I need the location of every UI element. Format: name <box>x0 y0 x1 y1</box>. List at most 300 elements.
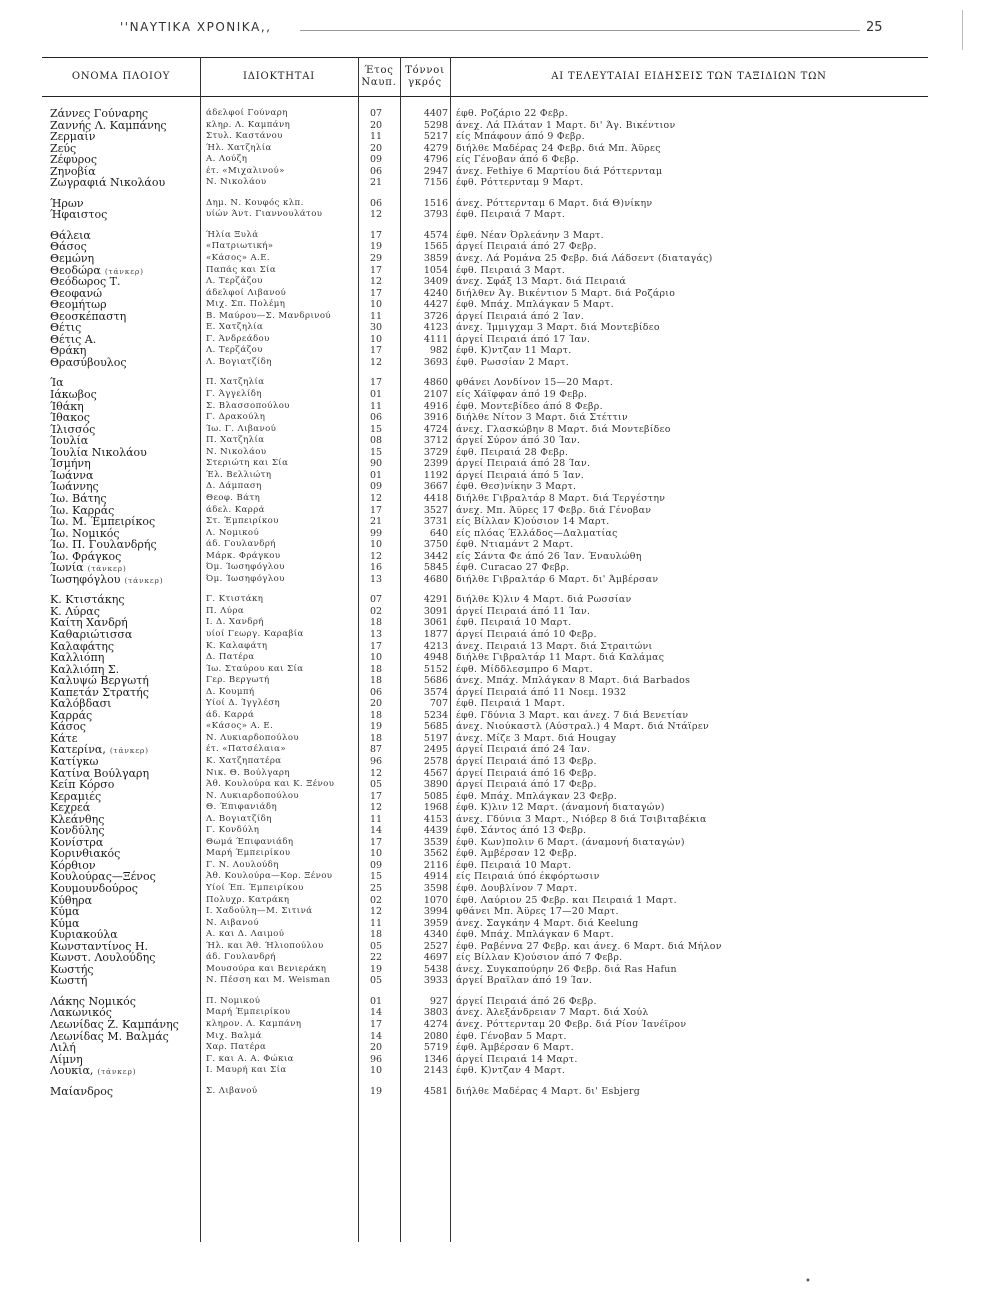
gross-tonnage: 4796 <box>423 154 448 166</box>
voyage-news: είς Σάντα Φε άπό 26 Ίαν. Έναυλώθη <box>456 550 642 562</box>
voyage-news: άνεχ. Fethiye 6 Μαρτίου διά Ρόττερνταμ <box>456 165 663 177</box>
gross-tonnage: 4123 <box>423 322 448 334</box>
gross-tonnage: 4581 <box>423 1085 448 1097</box>
year-built: 17 <box>369 836 383 848</box>
gross-tonnage: 927 <box>429 995 448 1007</box>
ship-name: Ίθακος <box>50 411 90 425</box>
ship-name: Ίωάννης <box>50 480 99 494</box>
ship-name: Κύμα <box>50 905 80 919</box>
year-built: 06 <box>369 686 383 698</box>
gross-tonnage: 2527 <box>423 940 448 952</box>
ship-type-tag: (τάνκερ) <box>87 564 127 574</box>
table-row <box>0 288 1000 300</box>
table-row <box>0 952 1000 964</box>
voyage-news: άργεί Πειραιά άπό 13 Φεβρ. <box>456 755 597 767</box>
ship-owner: Ίω. Γ. Λιβανού <box>206 423 277 434</box>
ship-name: Ία <box>50 376 64 390</box>
ship-name: Ζάννες Γούναρης <box>50 107 149 120</box>
group-gap <box>0 1077 1000 1086</box>
year-built: 10 <box>369 848 383 860</box>
gross-tonnage: 4418 <box>423 492 448 504</box>
voyage-news: άργεί Πειραιά άπό 2 Ίαν. <box>456 310 585 322</box>
voyage-news: έφθ. Λαύριον 25 Φεβρ. και Πειραιά 1 Μαρτ. <box>456 894 677 906</box>
year-built: 25 <box>369 883 383 894</box>
voyage-news: έφθ. Μίδδλεσμπρο 6 Μαρτ. <box>456 663 593 675</box>
year-built: 20 <box>369 142 383 154</box>
table-row <box>0 606 1000 618</box>
ship-name: Κ. Λύρας <box>50 604 100 618</box>
year-built: 19 <box>369 721 383 733</box>
gross-tonnage: 2080 <box>423 1030 448 1042</box>
voyage-news: άνεχ. Πειραιά 13 Μαρτ. διά Στραιτώνι <box>456 640 653 652</box>
ship-owner: Π. Χατζηλία <box>206 435 265 446</box>
gross-tonnage: 1565 <box>423 241 448 253</box>
gross-tonnage: 4914 <box>423 871 448 883</box>
ship-owner: άδελ. Καρρά <box>206 504 265 515</box>
gross-tonnage: 4291 <box>423 594 448 606</box>
ship-owner: Ι. Δ. Χανδρή <box>206 617 264 628</box>
year-built: 02 <box>369 894 383 906</box>
table-row <box>0 574 1000 586</box>
ship-name <box>50 574 163 587</box>
gross-tonnage: 1877 <box>423 628 448 640</box>
ship-owner: άδελφοί Λιβανού <box>206 287 287 298</box>
table-row <box>0 120 1000 132</box>
voyage-news: άργεί Σύρον άπό 30 Ίαν. <box>456 435 581 447</box>
ship-name: Λεωνίδας Ζ. Καμπάνης <box>50 1018 179 1032</box>
ship-name: Κατίγκω <box>50 754 99 768</box>
ship-type-tag: (τάνκερ) <box>97 1067 137 1077</box>
ship-name-text: Λουκία, <box>50 1064 94 1078</box>
gross-tonnage: 5217 <box>423 131 448 143</box>
ship-type-tag: (τάνκερ) <box>109 746 149 756</box>
voyage-news: άνεχ. Γδύνια 3 Μαρτ., Νιόβερ 8 διά Τσιβιταβέκια <box>456 813 707 825</box>
year-built: 18 <box>369 663 383 675</box>
table-row <box>0 493 1000 505</box>
voyage-news: άνεχ. Σαγκάην 4 Μαρτ. διά Keelung <box>456 917 639 929</box>
gross-tonnage: 1070 <box>423 894 448 906</box>
voyage-news: έφθ. Άμβέρσαν 6 Μαρτ. <box>456 1042 574 1054</box>
footer-mark: • <box>805 1276 811 1287</box>
year-built: 22 <box>369 952 383 964</box>
table-row <box>0 779 1000 791</box>
gross-tonnage: 5686 <box>423 675 448 687</box>
ship-owner: Ν. Νικολάου <box>206 446 267 457</box>
gross-tonnage: 3959 <box>423 917 448 929</box>
year-built: 17 <box>369 504 383 516</box>
gross-tonnage: 3750 <box>423 539 448 551</box>
table-row <box>0 698 1000 710</box>
col-header-year-built: Έτος Ναυπ. <box>361 65 397 88</box>
table-row <box>0 837 1000 849</box>
ship-owner: Μαρή Έμπειρίκου <box>206 848 291 859</box>
gross-tonnage: 4407 <box>423 108 448 119</box>
page-edge-line <box>962 10 963 50</box>
ship-owner: Π. Νομικού <box>206 995 261 1006</box>
ship-name: Θεόδωρος Τ. <box>50 275 121 289</box>
gross-tonnage: 3793 <box>423 209 448 221</box>
ship-owner: Ν. Αιβανού <box>206 917 259 928</box>
table-row <box>0 594 1000 606</box>
year-built: 11 <box>369 917 383 929</box>
table-row <box>0 996 1000 1008</box>
ship-owner: Ήλ. Χατζηλία <box>206 142 272 153</box>
ship-name-text: Κατερίνα, <box>50 743 106 757</box>
gross-tonnage: 4680 <box>423 573 448 585</box>
year-built: 17 <box>369 229 383 241</box>
table-row <box>0 539 1000 551</box>
voyage-news: έφθ. Ντιαμάντ 2 Μαρτ. <box>456 539 574 551</box>
voyage-news: έφθ. Γδύνια 3 Μαρτ. και άνεχ. 7 διά Βενετίαν <box>456 709 689 721</box>
voyage-news: έφθ. Πειραιά 3 Μαρτ. <box>456 264 566 276</box>
ship-name: Καίτη Χανδρή <box>50 616 128 630</box>
gross-tonnage: 4111 <box>423 333 448 345</box>
year-built: 11 <box>369 310 383 322</box>
col-header-gross-tons: Τόννοι γκρός <box>405 65 445 88</box>
year-built: 09 <box>369 859 383 871</box>
ship-owner: Πολυχρ. Κατράκη <box>206 894 290 905</box>
year-built: 16 <box>369 562 383 574</box>
group-gap <box>0 221 1000 230</box>
gross-tonnage: 5845 <box>423 562 448 574</box>
gross-tonnage: 2107 <box>423 389 448 401</box>
ship-owner: Ίω. Σταύρου και Σία <box>206 663 304 674</box>
ship-owner: Ήλία Ξυλά <box>206 229 259 240</box>
ship-owner: Ν. Λυκιαρδοπούλου <box>206 732 300 743</box>
table-row <box>0 918 1000 930</box>
year-built: 96 <box>369 755 383 767</box>
gross-tonnage: 3091 <box>423 605 448 617</box>
ship-owner: άδ. Γουλανδρή <box>206 539 276 550</box>
ship-owner: Ι. Χαδούλη—Μ. Σιτινά <box>206 906 313 917</box>
table-row <box>0 1054 1000 1066</box>
table-row <box>0 551 1000 563</box>
year-built: 06 <box>369 165 383 177</box>
year-built: 18 <box>369 732 383 744</box>
table-row <box>0 871 1000 883</box>
table-row <box>0 481 1000 493</box>
ship-name: Λίμνη <box>50 1052 83 1066</box>
ship-name: Κουμουνδούρος <box>50 882 138 895</box>
ship-owner: Όμ. Ίωσηφόγλου <box>206 573 285 584</box>
gross-tonnage: 2143 <box>423 1065 448 1077</box>
table-row <box>0 1042 1000 1054</box>
table-row <box>0 1019 1000 1031</box>
ship-name: Λάκης Νομικός <box>50 994 136 1008</box>
ship-name: Θάλεια <box>50 228 91 242</box>
gross-tonnage: 3729 <box>423 446 448 458</box>
ship-name: Καλλιόπη Σ. <box>50 662 120 676</box>
gross-tonnage: 2947 <box>423 165 448 177</box>
gross-tonnage: 5719 <box>423 1042 448 1054</box>
year-built: 05 <box>369 779 383 791</box>
year-built: 21 <box>369 516 383 528</box>
table-row <box>0 198 1000 210</box>
table-row <box>0 412 1000 424</box>
ship-name: Ίω. Μ. Έμπειρίκος <box>50 515 156 529</box>
table-row <box>0 883 1000 895</box>
table-row <box>0 975 1000 987</box>
voyage-news: διήλθε Μαδέρας 4 Μαρτ. δι' Esbjerg <box>456 1085 641 1097</box>
table-row <box>0 345 1000 357</box>
ship-name: Κωνστ. Λουλούδης <box>50 951 156 965</box>
gross-tonnage: 3994 <box>423 906 448 918</box>
ship-name: Κάσος <box>50 720 86 734</box>
ship-owner: Υίοί Δ. Ίγγλέση <box>206 698 281 709</box>
ship-name: Ζαννής Λ. Καμπάνης <box>50 118 167 132</box>
ship-name: Καλυψώ Βεργωτή <box>50 674 149 688</box>
voyage-news: διήλθε Μαδέρας 24 Φεβρ. διά Μπ. Άϋρες <box>456 142 661 154</box>
year-built: 05 <box>369 940 383 952</box>
ship-owner: Γ. Κονδύλη <box>206 825 260 836</box>
ship-name: Ζερμαίν <box>50 130 96 144</box>
gross-tonnage: 3890 <box>423 779 448 791</box>
ship-owner: Δ. Κουμπή <box>206 686 255 697</box>
table-row <box>0 470 1000 482</box>
gross-tonnage: 3803 <box>423 1007 448 1019</box>
voyage-news: άνεχ. Γλασκώβην 8 Μαρτ. διά Μοντεβίδεο <box>456 423 671 435</box>
gross-tonnage: 1054 <box>423 264 448 276</box>
voyage-news: άργεί Πειραιά άπό 5 Ίαν. <box>456 469 585 481</box>
ship-owner: Άθ. Κουλούρα—Κορ. Ξένου <box>206 871 333 882</box>
voyage-news: έφθ. Δουβλίνον 7 Μαρτ. <box>456 883 578 894</box>
voyage-news: διήλθε Γιβραλτάρ 6 Μαρτ. δι' Άμβέρσαν <box>456 573 659 585</box>
voyage-news: έφθ. Νέαν Όρλεάνην 3 Μαρτ. <box>456 229 604 241</box>
voyage-news: φθάνει Μπ. Άϋρες 17—20 Μαρτ. <box>456 906 619 918</box>
voyage-news: έφθ. Μπάχ. Μπλάγκαν 5 Μαρτ. <box>456 299 614 311</box>
gross-tonnage: 3667 <box>423 481 448 493</box>
ship-name: Ζεύς <box>50 141 77 155</box>
table-row <box>0 814 1000 826</box>
year-built: 11 <box>369 400 383 412</box>
gross-tonnage: 707 <box>429 698 448 710</box>
voyage-news: άργεί Πειραιά άπό 24 Ίαν. <box>456 744 591 756</box>
year-built: 18 <box>369 709 383 721</box>
voyage-news: άνεχ. Συγκαπούρην 26 Φεβρ. διά Ras Hafun <box>456 963 677 975</box>
table-row <box>0 733 1000 745</box>
ship-owner: Μιχ. Σπ. Πολέμη <box>206 299 286 310</box>
year-built: 01 <box>369 469 383 481</box>
gross-tonnage: 5152 <box>423 663 448 675</box>
voyage-news: έφθ. Κ)ντζαν 4 Μαρτ. <box>456 1065 566 1077</box>
table-row <box>0 357 1000 369</box>
year-built: 11 <box>369 131 383 143</box>
gross-tonnage: 4948 <box>423 652 448 664</box>
year-built: 90 <box>369 458 383 470</box>
ship-name: Ίλισσός <box>50 422 96 436</box>
voyage-news: άργεί Πειραιά άπό 16 Φεβρ. <box>456 767 597 779</box>
year-built: 02 <box>369 605 383 617</box>
table-row <box>0 458 1000 470</box>
ship-name: Κύμα <box>50 916 80 930</box>
ship-owner: Γ. Άγγελίδη <box>206 389 262 400</box>
voyage-news: άνεχ. Μίζε 3 Μαρτ. διά Hougay <box>456 732 617 744</box>
year-built: 17 <box>369 287 383 299</box>
group-gap <box>0 189 1000 198</box>
group-gap <box>0 585 1000 594</box>
voyage-news: έφθ. Πειραιά 28 Φεβρ. <box>456 446 569 458</box>
year-built: 17 <box>369 640 383 652</box>
year-built: 96 <box>369 1053 383 1065</box>
ship-owner: Λ. Βογιατζίδη <box>206 356 272 367</box>
ship-owner: Σ. Βλασσοπούλου <box>206 400 290 411</box>
ship-owner: κληρ. Λ. Καμπάνη <box>206 119 291 130</box>
year-built: 10 <box>369 1065 383 1077</box>
voyage-news: άνεχ. Λά Πλάταν 1 Μαρτ. δι' Άγ. Βικέντιον <box>456 119 676 131</box>
ship-owner: έτ. «Μιχαλινού» <box>206 165 285 176</box>
gross-tonnage: 4340 <box>423 929 448 941</box>
voyage-news: άργεί Πειραιά άπό 17 Ίαν. <box>456 333 591 345</box>
table-row <box>0 1031 1000 1043</box>
gross-tonnage: 4574 <box>423 229 448 241</box>
ship-owner: Μιχ. Βαλμά <box>206 1030 262 1041</box>
voyage-news: φθάνει Λονδίνον 15—20 Μαρτ. <box>456 377 614 389</box>
gross-tonnage: 4274 <box>423 1019 448 1031</box>
table-row <box>0 664 1000 676</box>
voyage-news: είς πλόας Έλλάδος—Δαλματίας <box>456 527 618 539</box>
table-row <box>0 435 1000 447</box>
voyage-news: έφθ. Κ)ντζαν 11 Μαρτ. <box>456 345 572 357</box>
ship-owner: Λ. Νομικού <box>206 527 260 538</box>
table-row <box>0 768 1000 780</box>
year-built: 12 <box>369 209 383 221</box>
voyage-news: άνεχ. Λά Ρομάνα 25 Φεβρ. διά Λάδσεντ (διαταγάς) <box>456 253 713 265</box>
ship-owner: Α. και Δ. Λαιμού <box>206 929 285 940</box>
voyage-news: είς Πειραιά ύπό έκφόρτωσιν <box>456 871 600 883</box>
year-built: 20 <box>369 1042 383 1054</box>
year-built: 18 <box>369 929 383 941</box>
voyage-news: έφθ. Πειραιά 10 Μαρτ. <box>456 617 572 629</box>
table-row <box>0 143 1000 155</box>
ship-owner: Δ. Πατέρα <box>206 652 255 663</box>
ship-name: Ιάκωβος <box>50 388 97 402</box>
table-row <box>0 334 1000 346</box>
ship-name: Ίω. Φράγκος <box>50 549 122 563</box>
ship-type-tag: (τάνκερ) <box>104 266 144 276</box>
voyage-news: είς Μπάφουν άπό 9 Φεβρ. <box>456 131 585 143</box>
gross-tonnage: 4153 <box>423 813 448 825</box>
voyage-news: άνεχ. Σφάξ 13 Μαρτ. διά Πειραιά <box>456 276 627 288</box>
year-built: 18 <box>369 675 383 687</box>
ship-owner: Ι. Μαυρή και Σία <box>206 1065 287 1076</box>
ship-table-body <box>0 108 1000 1097</box>
voyage-news: άνεχ. Άλεξάνδρειαν 7 Μαρτ. διά Χούλ <box>456 1007 649 1019</box>
year-built: 09 <box>369 481 383 493</box>
year-built: 17 <box>369 1019 383 1031</box>
gross-tonnage: 3859 <box>423 253 448 265</box>
ship-owner: «Κάσος» Α. Ε. <box>206 721 274 732</box>
year-built: 13 <box>369 628 383 640</box>
year-built: 17 <box>369 345 383 357</box>
ship-owner: υίών Άντ. Γιαννουλάτου <box>206 209 323 220</box>
ship-owner: «Πατριωτική» <box>206 241 274 252</box>
voyage-news: έφθ. Κων)πολιν 6 Μαρτ. (άναμονή διαταγών) <box>456 836 685 848</box>
table-row <box>0 241 1000 253</box>
voyage-news: άργεί Πειραιά άπό 17 Φεβρ. <box>456 779 597 791</box>
ship-owner: Νικ. Θ. Βούλγαρη <box>206 767 290 778</box>
table-row <box>0 802 1000 814</box>
gross-tonnage: 2578 <box>423 755 448 767</box>
year-built: 12 <box>369 906 383 918</box>
voyage-news: άργεί Πειραιά άπό 10 Φεβρ. <box>456 628 597 640</box>
ship-owner: άδ. Καρρά <box>206 709 255 720</box>
year-built: 12 <box>369 276 383 288</box>
table-row <box>0 652 1000 664</box>
voyage-news: άργεί Βραϊλαν άπό 19 Ίαν. <box>456 975 593 987</box>
year-built: 12 <box>369 492 383 504</box>
gross-tonnage: 2495 <box>423 744 448 756</box>
ship-name: Ίουλία <box>50 434 89 448</box>
ship-owner: Θ. Έπιφανιάδη <box>206 802 278 813</box>
gross-tonnage: 1346 <box>423 1053 448 1065</box>
table-row <box>0 276 1000 288</box>
year-built: 09 <box>369 154 383 166</box>
ship-name: Ίουλία Νικολάου <box>50 445 147 459</box>
ship-name: Κυριακούλα <box>50 928 118 942</box>
gross-tonnage: 3916 <box>423 412 448 424</box>
ship-name-text: Θεοδώρα <box>50 263 101 277</box>
table-row <box>0 848 1000 860</box>
ship-owner: Κ. Χατζηπατέρα <box>206 755 282 766</box>
ship-name: Θράκη <box>50 344 87 358</box>
table-row <box>0 825 1000 837</box>
gross-tonnage: 1968 <box>423 802 448 814</box>
gross-tonnage: 5197 <box>423 732 448 744</box>
year-built: 17 <box>369 377 383 389</box>
ship-owner: Μάρκ. Φράγκου <box>206 550 281 561</box>
ship-name: Θεμώνη <box>50 252 95 266</box>
voyage-news: άνεχ. Ίμμιγχαμ 3 Μαρτ. διά Μοντεβίδεο <box>456 322 660 334</box>
table-row <box>0 617 1000 629</box>
ship-name: Λακωνικός <box>50 1006 112 1020</box>
voyage-news: έφθ. Θεσ)νίκην 3 Μαρτ. <box>456 481 577 493</box>
year-built: 20 <box>369 698 383 710</box>
ship-owner: Παπάς και Σία <box>206 264 277 275</box>
gross-tonnage: 4697 <box>423 952 448 964</box>
ship-owner: Ήλ. και Άθ. Ήλιοπούλου <box>206 940 324 951</box>
year-built: 07 <box>369 108 383 119</box>
ship-owner: Ν. Πέσση και M. Weisman <box>206 975 331 986</box>
year-built: 14 <box>369 825 383 837</box>
year-built: 10 <box>369 539 383 551</box>
table-row <box>0 299 1000 311</box>
voyage-news: έφθ. Πειραιά 1 Μαρτ. <box>456 698 566 710</box>
voyage-news: διήλθεν Άγ. Βικέντιον 5 Μαρτ. διά Ροζάριο <box>456 287 676 299</box>
ship-name: Κ. Κτιστάκης <box>50 593 125 607</box>
table-row <box>0 265 1000 277</box>
year-built: 12 <box>369 802 383 814</box>
voyage-news: είς Χάϊφφαν άπό 19 Φεβρ. <box>456 389 588 401</box>
ship-name: Κουλούρας—Ξένος <box>50 870 156 884</box>
table-row <box>0 377 1000 389</box>
voyage-news: έφθ. Γένοβαν 5 Μαρτ. <box>456 1030 567 1042</box>
ship-name: Ζωγραφιά Νικολάου <box>50 176 166 190</box>
gross-tonnage: 3693 <box>423 356 448 368</box>
year-built: 06 <box>369 412 383 424</box>
table-row <box>0 447 1000 459</box>
year-built: 13 <box>369 573 383 585</box>
ship-owner: Ε. Χατζηλία <box>206 322 264 333</box>
gross-tonnage: 7156 <box>423 177 448 189</box>
table-row <box>0 389 1000 401</box>
year-built: 01 <box>369 389 383 401</box>
ship-name: Ίω. Βάτης <box>50 491 107 505</box>
ship-name: Καθαριώτισσα <box>50 627 133 641</box>
table-row <box>0 791 1000 803</box>
ship-owner: «Κάσος» Α.Ε. <box>206 253 271 264</box>
voyage-news: άνεχ. Ρόττερνταμ 20 Φεβρ. διά Ρίον Ίανέϊρον <box>456 1019 687 1031</box>
ship-name: Κλεάνθης <box>50 812 105 826</box>
